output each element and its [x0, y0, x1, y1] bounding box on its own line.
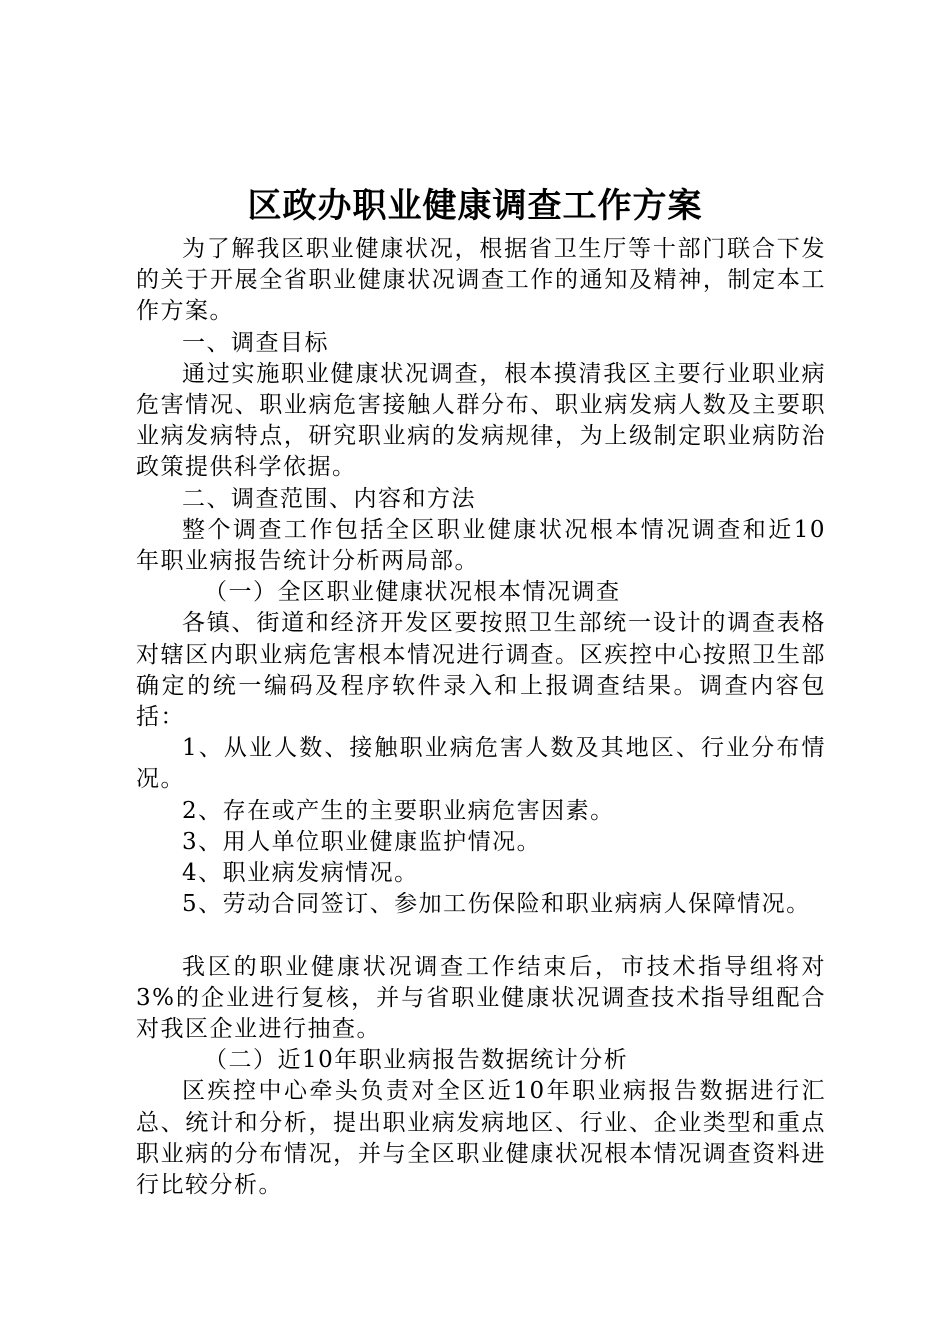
list-item-1: 1、从业人数、接触职业病危害人数及其地区、行业分布情况。	[136, 735, 826, 793]
blank-line	[136, 920, 826, 951]
scope-paragraph: 整个调查工作包括全区职业健康状况根本情况调查和近10年职业病报告统计分析两局部。	[136, 516, 826, 575]
basic-survey-paragraph: 各镇、街道和经济开发区要按照卫生部统一设计的调查表格对辖区内职业病危害根本情况进行调查。区疾控中心按照卫生部确定的统一编码及程序软件录入和上报调查结果。调查内容包括：	[136, 610, 826, 731]
section-heading-objective: 一、调查目标	[182, 329, 329, 356]
intro-paragraph: 为了解我区职业健康状况，根据省卫生厅等十部门联合下发的关于开展全省职业健康状况调查工作的通知及精神，制定本工作方案。	[136, 236, 826, 325]
review-paragraph: 我区的职业健康状况调查工作结束后，市技术指导组将对3%的企业进行复核，并与省职业健康状况调查技术指导组配合对我区企业进行抽查。	[136, 953, 826, 1043]
section-heading-scope: 二、调查范围、内容和方法	[182, 485, 476, 512]
subsection-heading-statistics: （二）近10年职业病报告数据统计分析	[204, 1047, 629, 1074]
list-item-5: 5、劳动合同签订、参加工伤保险和职业病病人保障情况。	[182, 891, 811, 918]
list-item-2: 2、存在或产生的主要职业病危害因素。	[182, 797, 615, 824]
document-body	[136, 234, 826, 1201]
list-item-3: 3、用人单位职业健康监护情况。	[182, 828, 542, 855]
objective-paragraph: 通过实施职业健康状况调查，根本摸清我区主要行业职业病危害情况、职业病危害接触人群分布、职业病发病人数及主要职业病发病特点，研究职业病的发病规律，为上级制定职业病防治政策提供科学依据。	[136, 360, 826, 481]
statistics-paragraph: 区疾控中心牵头负责对全区近10年职业病报告数据进行汇总、统计和分析，提出职业病发病地区、行业、企业类型和重点职业病的分布情况，并与全区职业健康状况根本情况调查资料进行比较分析。	[136, 1078, 826, 1199]
subsection-heading-basic-survey: （一）全区职业健康状况根本情况调查	[204, 579, 621, 606]
document-title: 区政办职业健康调查工作方案	[247, 186, 703, 226]
list-item-4: 4、职业病发病情况。	[182, 860, 419, 887]
